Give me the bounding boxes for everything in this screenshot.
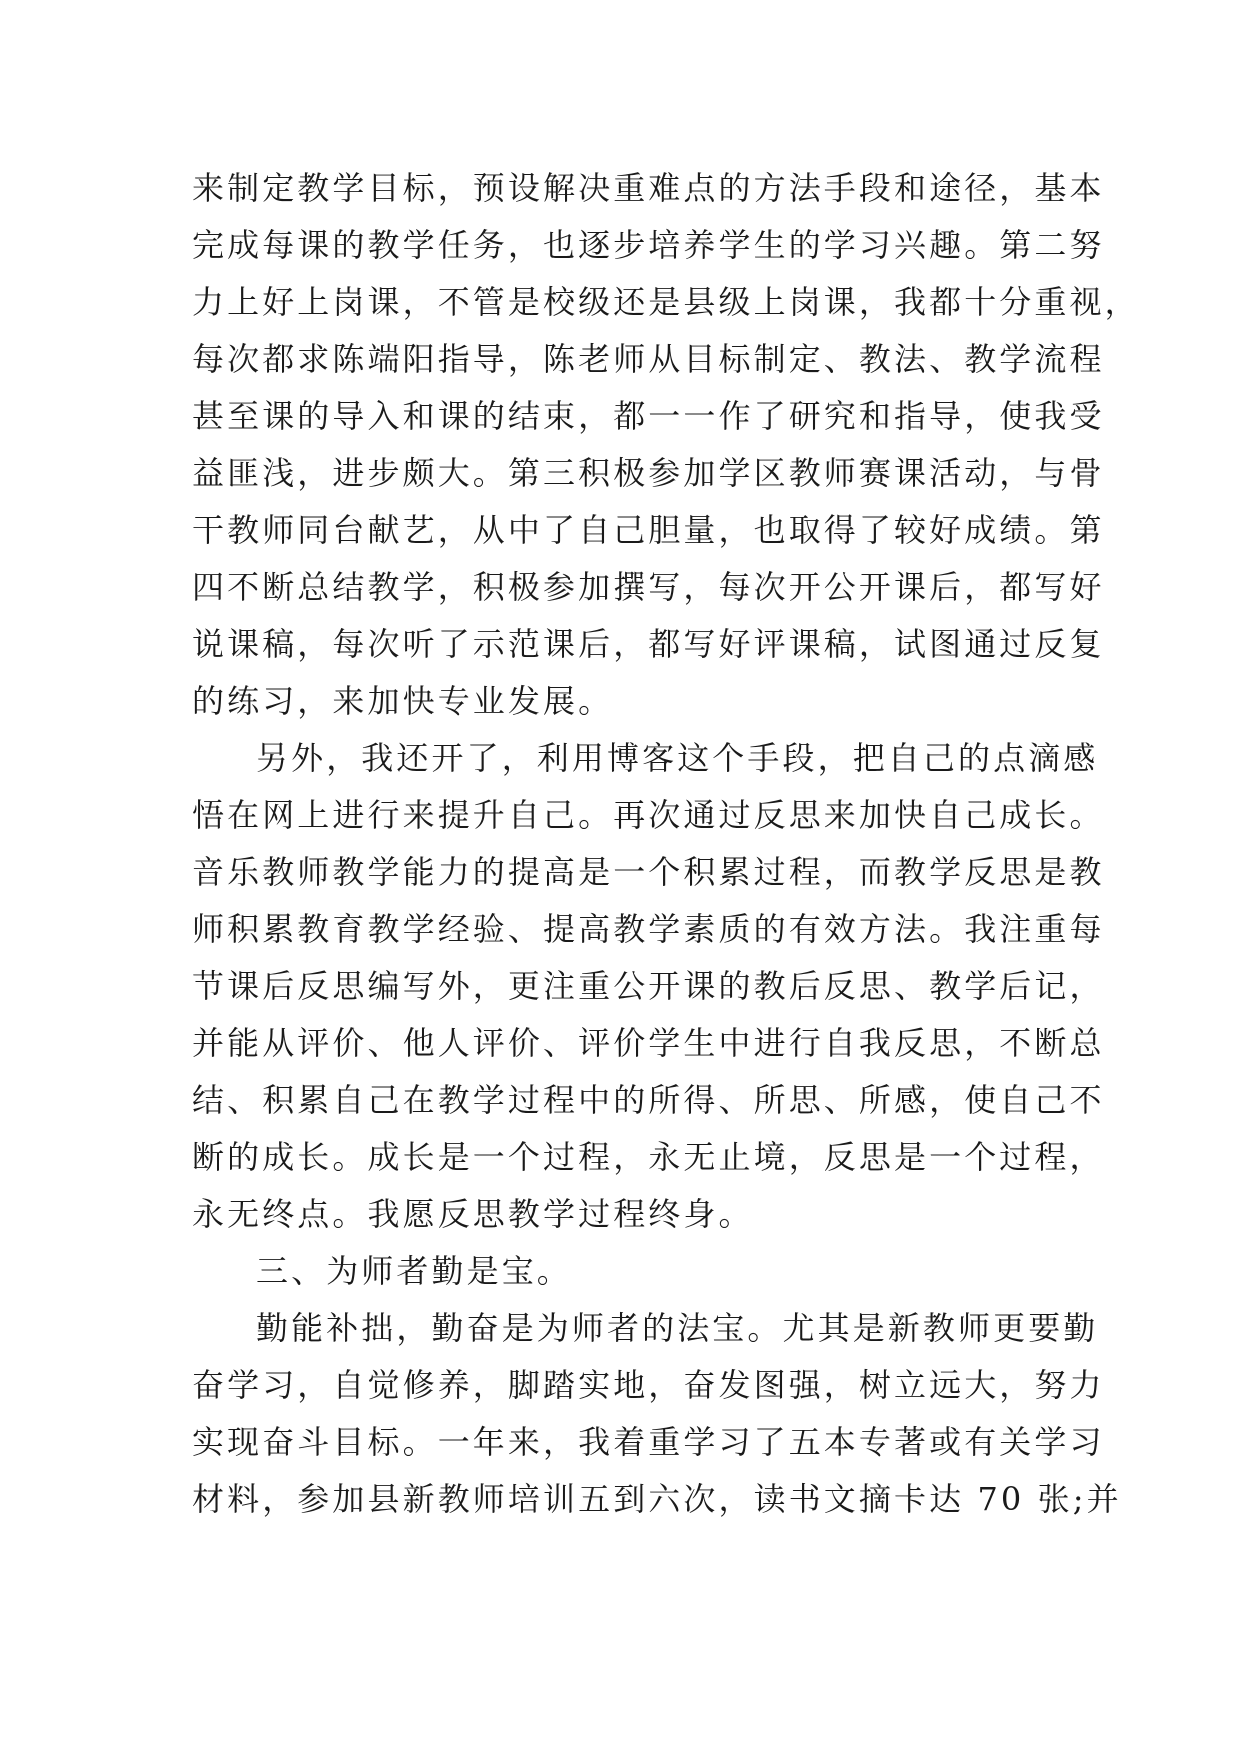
text-line: 四不断总结教学，积极参加撰写，每次开公开课后，都写好	[192, 568, 1105, 606]
text-line: 奋学习，自觉修养，脚踏实地，奋发图强，树立远大，努力	[192, 1366, 1105, 1404]
text-line: 益匪浅，进步颇大。第三积极参加学区教师赛课活动，与骨	[192, 454, 1105, 492]
text-line: 节课后反思编写外，更注重公开课的教后反思、教学后记，	[192, 967, 1105, 1005]
text-line: 每次都求陈端阳指导，陈老师从目标制定、教法、教学流程	[192, 340, 1105, 378]
text-line: 并能从评价、他人评价、评价学生中进行自我反思，不断总	[192, 1024, 1105, 1062]
text-line: 材料，参加县新教师培训五到六次，读书文摘卡达 70 张;并	[192, 1480, 1122, 1518]
text-line: 来制定教学目标，预设解决重难点的方法手段和途径，基本	[192, 169, 1105, 207]
text-line: 力上好上岗课，不管是校级还是县级上岗课，我都十分重视，	[192, 283, 1140, 321]
text-line: 甚至课的导入和课的结束，都一一作了研究和指导，使我受	[192, 397, 1105, 435]
body-text	[192, 160, 1140, 1528]
text-line: 实现奋斗目标。一年来，我着重学习了五本专著或有关学习	[192, 1423, 1105, 1461]
text-line: 干教师同台献艺，从中了自己胆量，也取得了较好成绩。第	[192, 511, 1105, 549]
text-line: 断的成长。成长是一个过程，永无止境，反思是一个过程，	[192, 1138, 1105, 1176]
text-line: 的练习，来加快专业发展。	[192, 682, 614, 720]
text-line: 永无终点。我愿反思教学过程终身。	[192, 1195, 754, 1233]
paragraph-first-line: 勤能补拙，勤奋是为师者的法宝。尤其是新教师更要勤	[256, 1309, 1099, 1347]
text-line: 结、积累自己在教学过程中的所得、所思、所感，使自己不	[192, 1081, 1105, 1119]
text-line: 师积累教育教学经验、提高教学素质的有效方法。我注重每	[192, 910, 1105, 948]
paragraph-first-line: 另外，我还开了，利用博客这个手段，把自己的点滴感	[256, 739, 1099, 777]
text-line: 说课稿，每次听了示范课后，都写好评课稿，试图通过反复	[192, 625, 1105, 663]
text-line: 音乐教师教学能力的提高是一个积累过程，而教学反思是教	[192, 853, 1105, 891]
text-line: 完成每课的教学任务，也逐步培养学生的学习兴趣。第二努	[192, 226, 1105, 264]
section-heading: 三、为师者勤是宝。	[256, 1252, 572, 1290]
text-line: 悟在网上进行来提升自己。再次通过反思来加快自己成长。	[192, 796, 1105, 834]
